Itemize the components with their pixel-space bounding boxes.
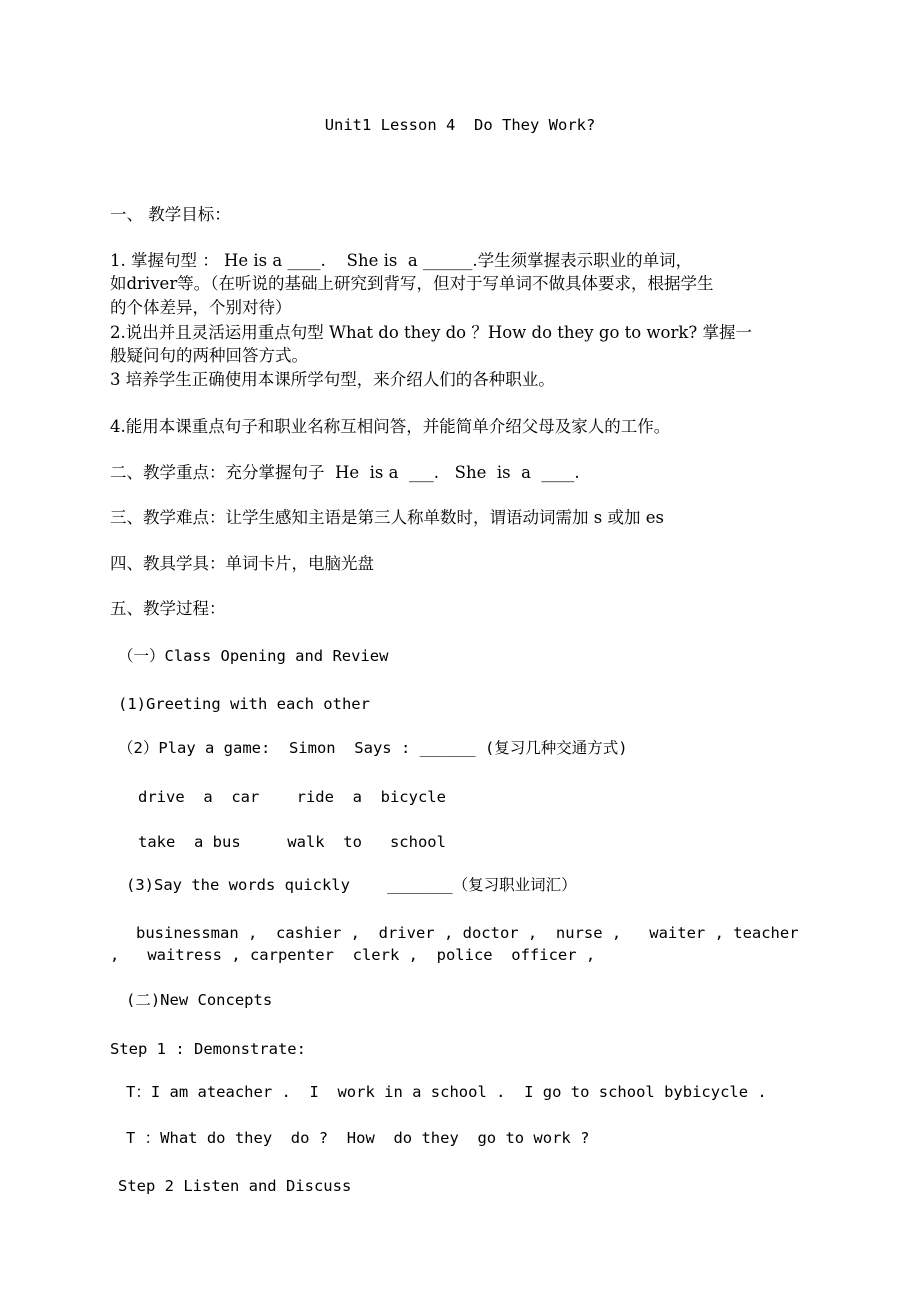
- teacher-line-1: T：I am ateacher . I work in a school . I go to school bybicycle .: [126, 1083, 767, 1101]
- difficult-points: 三、教学难点：让学生感知主语是第三人称单数时，谓语动词需加 s 或加 es: [110, 508, 664, 527]
- document-title: Unit1 Lesson 4 Do They Work?: [324, 116, 596, 134]
- teacher-line-2: T ：What do they do ? How do they go to work ?: [126, 1129, 590, 1147]
- step-greeting: (1)Greeting with each other: [118, 695, 370, 713]
- transport-phrases-1: drive a car ride a bicycle: [138, 788, 446, 806]
- transport-phrases-2: take a bus walk to school: [138, 833, 446, 851]
- job-words-line-2: , waitress , carpenter clerk , police officer ,: [110, 946, 596, 964]
- objectives-heading: 一、 教学目标：: [110, 205, 231, 224]
- objective-1-line-2: 如driver等。（在听说的基础上研究到背写，但对于写单词不做具体要求，根据学生: [110, 274, 714, 293]
- part-1-heading: （一）Class Opening and Review: [118, 647, 389, 665]
- step-game: （2）Play a game: Simon Says : ______ (复习几种交通方式): [118, 739, 628, 757]
- part-2-heading: (二)New Concepts: [126, 991, 273, 1009]
- objective-4: 4.能用本课重点句子和职业名称互相问答，并能简单介绍父母及家人的工作。: [110, 417, 671, 436]
- objective-1-line-3: 的个体差异，个别对待）: [110, 298, 292, 317]
- step-1-heading: Step 1 : Demonstrate:: [110, 1040, 306, 1058]
- key-points: 二、教学重点：充分掌握句子 He is a ___. She is a ____.: [110, 463, 580, 482]
- step-2-heading: Step 2 Listen and Discuss: [118, 1177, 352, 1195]
- objective-2-line-2: 般疑问句的两种回答方式。: [110, 346, 308, 365]
- step-say-words: (3)Say the words quickly _______（复习职业词汇）: [126, 876, 577, 894]
- process-heading: 五、教学过程：: [110, 599, 226, 618]
- objective-3: 3 培养学生正确使用本课所学句型，来介绍人们的各种职业。: [110, 370, 555, 389]
- objective-1-line-1: 1. 掌握句型 ： He is a ____. She is a ______.学生须掌握表示职业的单词，: [110, 251, 693, 270]
- objective-2-line-1: 2.说出并且灵活运用重点句型 What do they do ？How do they go to work? 掌握一: [110, 323, 752, 342]
- teaching-aids: 四、教具学具：单词卡片，电脑光盘: [110, 554, 374, 573]
- job-words-line-1: businessman , cashier , driver , doctor , nurse , waiter , teacher: [136, 924, 799, 942]
